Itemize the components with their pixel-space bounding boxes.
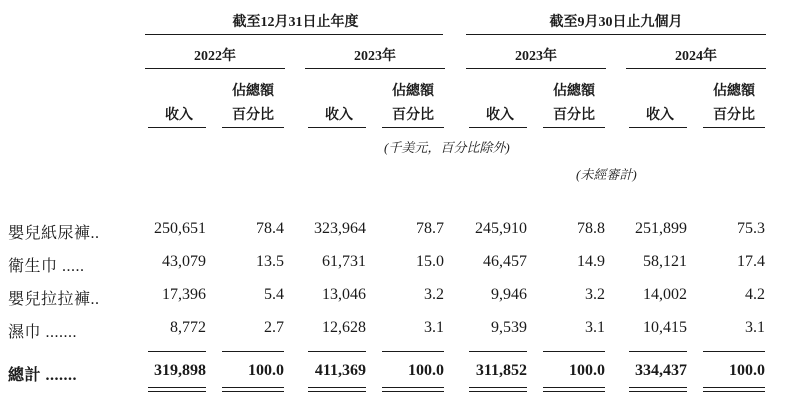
table-cell: 46,457 <box>483 253 527 270</box>
pct-header-line2: 百分比 <box>713 108 755 123</box>
total-double-rule <box>629 391 687 392</box>
column-underline <box>629 127 687 128</box>
pct-header-line2: 百分比 <box>232 108 274 123</box>
total-cell: 334,437 <box>635 362 687 379</box>
total-double-rule <box>148 387 206 388</box>
year-underline <box>145 68 285 69</box>
table-cell: 3.1 <box>585 319 605 336</box>
period-underline <box>145 34 443 35</box>
year-underline <box>466 68 606 69</box>
table-cell: 78.4 <box>256 220 284 237</box>
pct-header-line1: 佔總額 <box>713 84 755 99</box>
total-top-rule <box>703 351 765 352</box>
column-underline <box>469 127 527 128</box>
table-cell: 61,731 <box>322 253 366 270</box>
table-cell: 14.9 <box>577 253 605 270</box>
row-label: 濕巾 ....... <box>8 324 78 341</box>
table-cell: 78.8 <box>577 220 605 237</box>
year-header: 2024年 <box>675 49 717 64</box>
total-double-rule <box>543 387 605 388</box>
year-underline <box>305 68 445 69</box>
revenue-header: 收入 <box>486 108 514 123</box>
table-cell: 78.7 <box>416 220 444 237</box>
table-cell: 58,121 <box>643 253 687 270</box>
column-underline <box>222 127 284 128</box>
total-double-rule <box>703 387 765 388</box>
total-double-rule <box>308 387 366 388</box>
table-cell: 4.2 <box>745 286 765 303</box>
total-double-rule <box>629 387 687 388</box>
table-cell: 17.4 <box>737 253 765 270</box>
pct-header-line1: 佔總額 <box>553 84 595 99</box>
revenue-header: 收入 <box>325 108 353 123</box>
column-underline <box>382 127 444 128</box>
row-label: 衛生巾 ..... <box>8 258 85 275</box>
total-double-rule <box>469 387 527 388</box>
column-underline <box>543 127 605 128</box>
total-top-rule <box>222 351 284 352</box>
row-label: 嬰兒紙尿褲.. <box>8 225 100 242</box>
table-cell: 14,002 <box>643 286 687 303</box>
table-cell: 2.7 <box>264 319 284 336</box>
total-double-rule <box>382 387 444 388</box>
total-double-rule <box>543 391 605 392</box>
total-cell: 100.0 <box>408 362 444 379</box>
period-header-nine-months: 截至9月30日止九個月 <box>549 15 683 30</box>
pct-header-line1: 佔總額 <box>392 84 434 99</box>
pct-header-line2: 百分比 <box>392 108 434 123</box>
table-cell: 17,396 <box>162 286 206 303</box>
total-cell: 100.0 <box>248 362 284 379</box>
pct-header-line1: 佔總額 <box>232 84 274 99</box>
total-double-rule <box>382 391 444 392</box>
table-cell: 43,079 <box>162 253 206 270</box>
table-cell: 245,910 <box>475 220 527 237</box>
table-cell: 323,964 <box>314 220 366 237</box>
table-cell: 251,899 <box>635 220 687 237</box>
revenue-header: 收入 <box>646 108 674 123</box>
row-label: 嬰兒拉拉褲.. <box>8 291 100 308</box>
total-top-rule <box>382 351 444 352</box>
total-cell: 319,898 <box>154 362 206 379</box>
column-underline <box>703 127 765 128</box>
table-cell: 12,628 <box>322 319 366 336</box>
units-note: (千美元，百分比除外) <box>384 140 510 155</box>
table-cell: 3.2 <box>424 286 444 303</box>
table-cell: 250,651 <box>154 220 206 237</box>
total-double-rule <box>222 387 284 388</box>
pct-header-line2: 百分比 <box>553 108 595 123</box>
total-double-rule <box>703 391 765 392</box>
table-cell: 5.4 <box>264 286 284 303</box>
total-top-rule <box>543 351 605 352</box>
unaudited-note: (未經審計) <box>576 167 637 182</box>
table-cell: 3.1 <box>745 319 765 336</box>
period-header-full-year: 截至12月31日止年度 <box>232 15 359 30</box>
total-label: 總計 ....... <box>8 367 78 384</box>
year-underline <box>626 68 766 69</box>
total-double-rule <box>148 391 206 392</box>
total-cell: 100.0 <box>729 362 765 379</box>
column-underline <box>308 127 366 128</box>
table-cell: 3.1 <box>424 319 444 336</box>
table-cell: 3.2 <box>585 286 605 303</box>
total-top-rule <box>469 351 527 352</box>
total-cell: 311,852 <box>475 362 527 379</box>
total-double-rule <box>222 391 284 392</box>
year-header: 2023年 <box>354 49 396 64</box>
total-double-rule <box>469 391 527 392</box>
total-cell: 100.0 <box>569 362 605 379</box>
column-underline <box>148 127 206 128</box>
table-cell: 13,046 <box>322 286 366 303</box>
total-cell: 411,369 <box>314 362 366 379</box>
period-underline <box>466 34 766 35</box>
total-top-rule <box>629 351 687 352</box>
year-header: 2022年 <box>194 49 236 64</box>
table-cell: 10,415 <box>643 319 687 336</box>
total-top-rule <box>308 351 366 352</box>
table-cell: 15.0 <box>416 253 444 270</box>
table-cell: 75.3 <box>737 220 765 237</box>
table-cell: 9,539 <box>491 319 527 336</box>
table-cell: 9,946 <box>491 286 527 303</box>
year-header: 2023年 <box>515 49 557 64</box>
revenue-header: 收入 <box>165 108 193 123</box>
table-cell: 13.5 <box>256 253 284 270</box>
total-double-rule <box>308 391 366 392</box>
total-top-rule <box>148 351 206 352</box>
table-cell: 8,772 <box>170 319 206 336</box>
